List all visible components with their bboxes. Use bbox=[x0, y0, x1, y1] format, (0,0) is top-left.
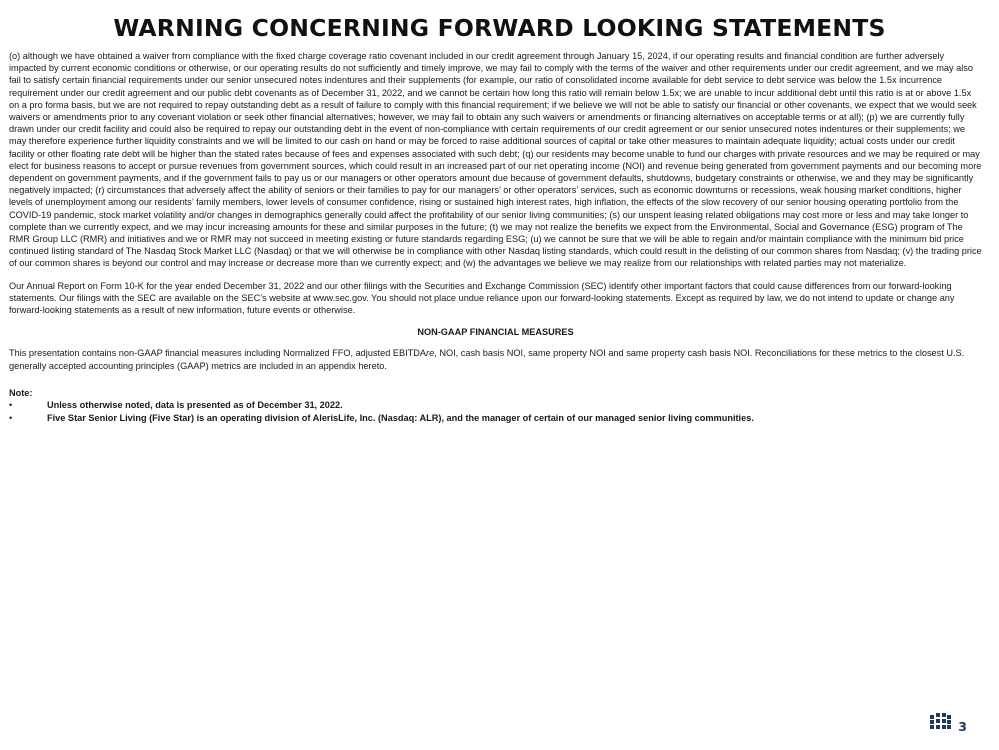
note-item-text: Unless otherwise noted, data is presented as of December 31, 2022. bbox=[47, 400, 343, 411]
non-gaap-heading: NON-GAAP FINANCIAL MEASURES bbox=[417, 327, 574, 338]
non-gaap-paragraph bbox=[9, 347, 982, 371]
page-footer bbox=[930, 714, 967, 734]
bullet: • bbox=[9, 400, 13, 411]
note-item bbox=[9, 412, 982, 425]
non-gaap-text-italic: re bbox=[426, 348, 435, 359]
bullet: • bbox=[9, 413, 13, 424]
note-list bbox=[9, 399, 982, 425]
page-title: WARNING CONCERNING FORWARD LOOKING STATEMENTS bbox=[113, 14, 886, 42]
risk-factors-paragraph: (o) although we have obtained a waiver from compliance with the fixed charge coverage ratio covenant included in our credit agreement through January 15, 2024, if our operating results and financial condition are further adversely impacted by current economic conditions or otherwise, or our operating results do not sufficiently and timely improve, we may fail to comply with the terms of the waiver and other requirements under our credit agreement, and we may also fail to satisfy certain financial requirements under our senior unsecured notes indentures and their supplements (for example, our ratio of consolidated income available for debt service to debt service was below the 1.5x incurrence requirement under our credit agreement and our public debt covenants as of December 31, 2022, and we cannot be certain how long this ratio will remain below 1.5x; we are unable to incur additional debt until this ratio is at or above 1.5x on a pro forma basis, but we are not required to repay outstanding debt as a result of failure to comply with this financial requirement; if we believe we will not be able to satisfy our financial or other covenants, we expect that we would seek waivers or amendments prior to any covenant violation or seek other financial alternatives; however, we may fail to obtain any such waivers or amendments or financing alternatives on acceptable terms or at all); (p) we are currently fully drawn under our credit facility and could also be required to repay our outstanding debt in the event of non-compliance with certain requirements of our credit agreement or our senior unsecured notes indentures or their supplements; we may therefore experience further liquidity constraints and we will be limited to our cash on hand or may be forced to raise additional sources of capital or take other measures to maintain adequate liquidity; actual costs under our credit facility or other floating rate debt will be higher than the stated rates because of fees and expenses associated with such debt; (q) our residents may become unable to fund our charges with private resources and we may be required or may elect for business reasons to accept or pursue revenues from government sources, which could result in an increased part of our net operating income (NOI) and revenue being generated from government payments and our becoming more dependent on government payments, and if the government fails to pay us or our managers or other operators amount due because of government defaults, shutdowns, budgetary constraints or otherwise, we and they may be significantly negatively impacted; (r) circumstances that adversely affect the ability of seniors or their families to pay for our managers’ or other operators’ services, such as economic downturns or recessions, weak housing market conditions, higher levels of unemployment among our residents’ family members, lower levels of consumer confidence, rising or sustained high interest rates, high inflation, the effects of the slow recovery of our senior housing operating portfolio from the COVID-19 pandemic, stock market volatility and/or changes in demographics generally could affect the profitability of our senior living communities; (s) our unspent leasing related obligations may cost more or less and may take longer to complete than we currently expect, and we may incur increasing amounts for these and similar purposes in the future; (t) we may not realize the benefits we expect from the Environmental, Social and Governance (ESG) program of The RMR Group LLC (RMR) and initiatives and we or RMR may not succeed in meeting existing or future standards regarding ESG; (u) we cannot be sure that we will be able to regain and/or maintain compliance with the minimum bid price continued listing standard of The Nasdaq Stock Market LLC (Nasdaq) or that we will otherwise be in compliance with other Nasdaq listing standards, which could result in the delisting of our common shares from Nasdaq; (v) the trading price of our common shares is beyond our control and may increase or decrease more than we currently expect; and (w) the advantages we believe we may realize from our relationships with related parties may not materialize. bbox=[9, 51, 982, 269]
building-grid-icon bbox=[930, 713, 951, 734]
page-number: 3 bbox=[958, 719, 967, 734]
non-gaap-text-after: , NOI, cash basis NOI, same property NOI and same property cash basis NOI. Reconciliations for these metrics to the closest U.S. generally accepted accounting principles (GAAP) metrics are included in an appendix hereto. bbox=[9, 348, 965, 371]
non-gaap-text-before: This presentation contains non-GAAP financial measures including Normalized FFO, adjusted EBITDA bbox=[9, 348, 427, 359]
note-item bbox=[9, 399, 982, 412]
annual-report-paragraph: Our Annual Report on Form 10-K for the year ended December 31, 2022 and our other filings with the Securities and Exchange Commission (SEC) identify other important factors that could cause differences from our forward-looking statements. Our filings with the SEC are available on the SEC’s website at www.sec.gov. You should not place undue reliance upon our forward-looking statements. Except as required by law, we do not intend to update or change any forward-looking statements as a result of new information, future events or otherwise. bbox=[9, 280, 955, 316]
note-item-text: Five Star Senior Living (Five Star) is an operating division of AlerisLife, Inc. (Nasdaq: ALR), and the manager of certain of our managed senior living communities. bbox=[47, 413, 754, 424]
note-label: Note: bbox=[9, 387, 33, 398]
document-body bbox=[9, 50, 982, 425]
